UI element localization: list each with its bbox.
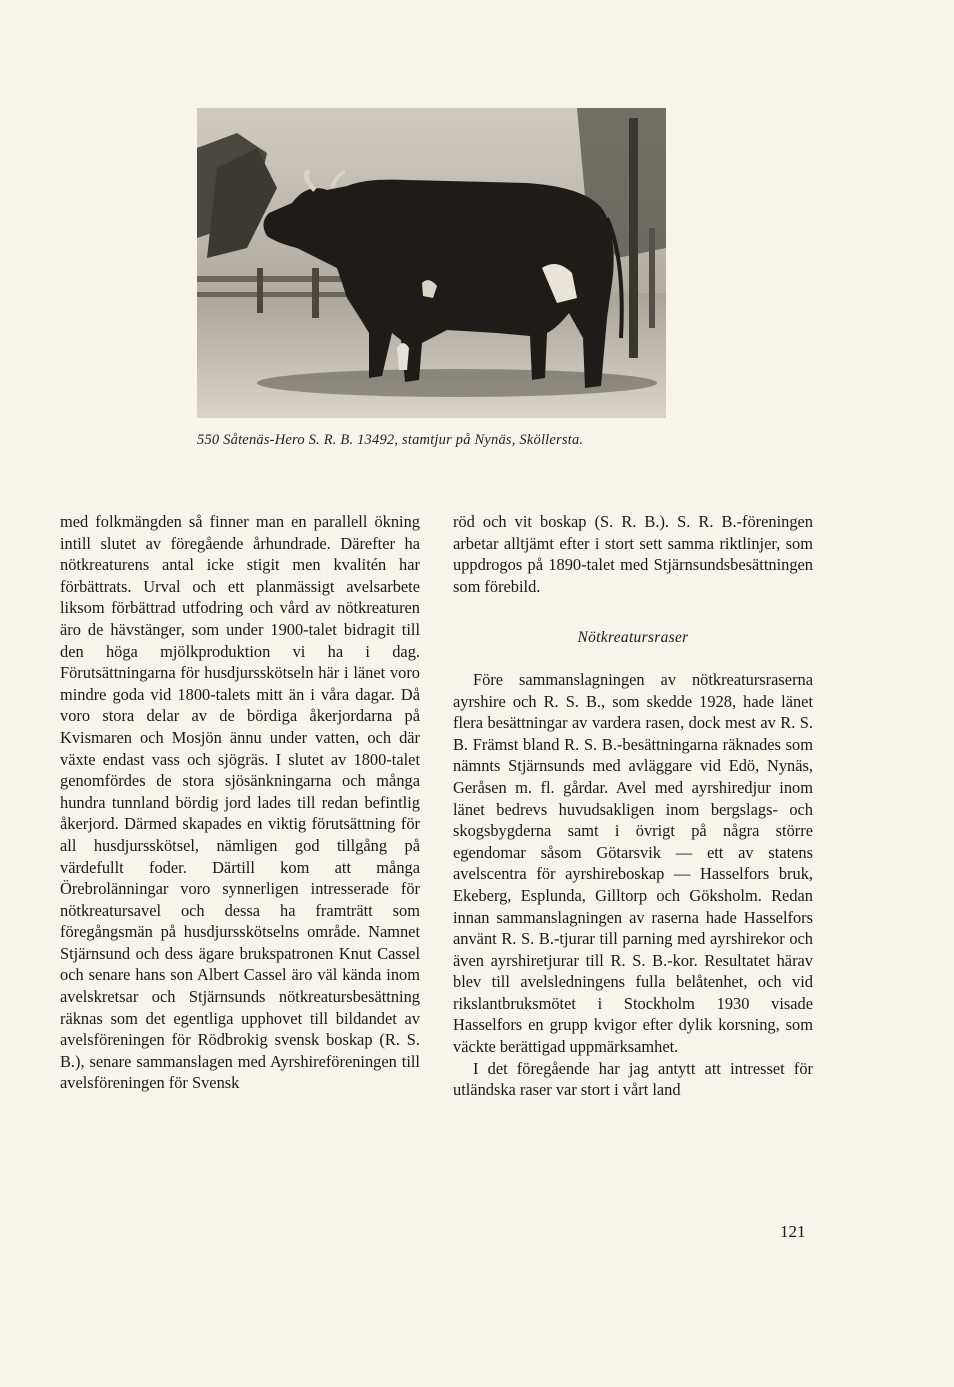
page-number: 121 xyxy=(780,1222,806,1241)
left-column-paragraph: med folkmängden så finner man en parallell ökning intill slutet av föregående århundrade. Därefter ha nötkreaturens antal icke stigit men kvalitén har förbättrats. Urval och ett planmässigt avelsarbete liksom förbättrad utfodring och vård av nötkreaturen äro de hävstänger, som under 1900-talet bidragit till den höga mjölkproduktion vi ha i dag. Förutsättningarna för husdjursskötseln här i länet voro mindre goda vid 1800-talets mitt än i våra dagar. Då voro stora delar av de bördiga åkerjordarna på Kvismaren och Mosjön ännu under vatten, och där växte endast vass och sjögräs. I slutet av 1800-talet genomfördes de stora sjösänkningarna och många hundra tunnland bördig jord lades till redan befintlig åkerjord. Därmed skapades en viktig förutsättning för all husdjursskötsel, nämligen god tillgång på värdefullt foder. Därtill kom att många Örebrolänningar voro synnerligen intresserade för nötkreatursavel och dessa ha framträtt som föregångsmän på husdjursskötselns område. Namnet Stjärnsund och dess ägare brukspatronen Knut Cassel och senare hans son Albert Cassel äro väl kända inom avelskretsar och Stjärnsunds nötkreatursbesättning räknas som det egentliga upphovet till bildandet av avelsföreningen för Rödbrokig svensk boskap (R. S. B.), senare sammanslagen med Ayrshireföreningen till avelsföreningen för Svensk xyxy=(60,512,420,1093)
right-column-paragraph-2: Före sammanslagningen av nötkreatursraserna ayrshire och R. S. B., som skedde 1928, hade länet flera besättningar av vardera rasen, dock mest av R. S. B. Främst bland R. S. B.-besättningarna räknades som nämnts Stjärnsunds med avläggare vid Edö, Nynäs, Geråsen m. fl. gårdar. Avel med ayrshiredjur inom länet bedrevs huvudsakligen inom bergslags- och skogsbygderna samt i övrigt på några större egendomar såsom Götarsvik — ett av statens avelscentra för ayrshireboskap — Hasselfors bruk, Ekeberg, Esplunda, Gilltorp och Göksholm. Redan innan sammanslagningen av raserna hade Hasselfors använt R. S. B.-tjurar till parning med ayrshirekor och även ayrshiretjurar till R. S. B.-kor. Resultatet härav blev till avelsledningens fulla belåtenhet, och vid rikslantbruksmötet i Stockholm 1930 visade Hasselfors en grupp kvigor efter dylik korsning, som väckte berättigad uppmärksamhet. xyxy=(453,669,813,1057)
figure-caption: 550 Såtenäs-Hero S. R. B. 13492, stamtjur på Nynäs, Sköllersta. xyxy=(197,432,584,448)
cattle-photo xyxy=(197,108,666,418)
bull-illustration-icon xyxy=(197,108,666,418)
right-column-paragraph-3: I det föregående har jag antytt att intresset för utländska raser var stort i vårt land xyxy=(453,1058,813,1100)
left-column xyxy=(60,511,420,1094)
right-column-paragraph-1: röd och vit boskap (S. R. B.). S. R. B.-föreningen arbetar alltjämt efter i stort sett samma riktlinjer, som uppdrogos på 1890-talet med Stjärnsundsbesättningen som förebild. xyxy=(453,512,813,596)
section-heading: Nötkreatursraser xyxy=(577,629,689,647)
right-column xyxy=(453,511,813,1101)
